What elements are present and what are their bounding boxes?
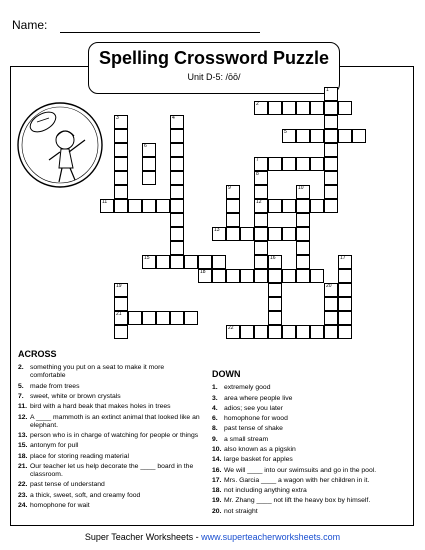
grid-cell[interactable] — [142, 311, 156, 325]
grid-cell[interactable] — [114, 129, 128, 143]
across-clue — [18, 463, 200, 479]
grid-cell[interactable] — [100, 199, 114, 213]
grid-cell[interactable] — [114, 297, 128, 311]
grid-cell[interactable] — [324, 143, 338, 157]
grid-cell[interactable] — [114, 325, 128, 339]
grid-cell[interactable] — [156, 255, 170, 269]
grid-cell[interactable] — [296, 227, 310, 241]
clue-text: something you put on a seat to make it more comfortable — [30, 364, 165, 380]
down-clue — [212, 508, 417, 516]
grid-cell[interactable] — [268, 227, 282, 241]
grid-cell[interactable] — [212, 269, 226, 283]
grid-cell[interactable] — [282, 101, 296, 115]
grid-cell[interactable] — [254, 213, 268, 227]
clue-text: extremely good — [224, 384, 271, 392]
clue-number: 23. — [18, 491, 28, 499]
grid-cell[interactable] — [212, 227, 226, 241]
grid-cell-number: 22 — [228, 325, 234, 331]
down-clue — [212, 405, 417, 413]
grid-cell[interactable] — [170, 185, 184, 199]
clue-text: A ____ mammoth is an extinct animal that looked like an elephant. — [30, 413, 200, 429]
clue-number: 3. — [212, 394, 218, 402]
grid-cell[interactable] — [268, 311, 282, 325]
across-clue — [18, 403, 200, 411]
grid-cell[interactable] — [226, 227, 240, 241]
grid-cell[interactable] — [296, 255, 310, 269]
grid-cell[interactable] — [142, 171, 156, 185]
grid-cell[interactable] — [324, 87, 338, 101]
clue-number: 15. — [18, 442, 28, 450]
grid-cell-number: 17 — [340, 255, 346, 261]
clue-number: 10. — [212, 445, 222, 453]
down-clue — [212, 415, 417, 423]
unit-subtitle: Unit D-5: /ōō/ — [187, 72, 241, 82]
grid-cell[interactable] — [114, 199, 128, 213]
grid-cell[interactable] — [268, 199, 282, 213]
grid-cell[interactable] — [198, 269, 212, 283]
grid-cell[interactable] — [324, 185, 338, 199]
grid-cell[interactable] — [282, 199, 296, 213]
grid-cell[interactable] — [254, 101, 268, 115]
football-kid-illustration — [15, 100, 105, 190]
grid-cell[interactable] — [142, 255, 156, 269]
grid-cell[interactable] — [170, 241, 184, 255]
footer — [0, 532, 425, 542]
grid-cell[interactable] — [128, 199, 142, 213]
across-clue — [18, 442, 200, 450]
grid-cell[interactable] — [254, 241, 268, 255]
clue-number: 2. — [18, 364, 24, 372]
clue-text: sweet, white or brown crystals — [30, 393, 121, 400]
clue-text: We will ____ into our swimsuits and go in the pool. — [224, 466, 377, 474]
across-clue — [18, 492, 200, 500]
grid-cell[interactable] — [324, 311, 338, 325]
grid-cell-number: 7 — [256, 157, 259, 163]
grid-cell[interactable] — [324, 199, 338, 213]
across-clues — [18, 350, 200, 512]
clue-number: 13. — [18, 432, 28, 440]
grid-cell[interactable] — [240, 227, 254, 241]
grid-cell[interactable] — [114, 115, 128, 129]
grid-cell[interactable] — [114, 283, 128, 297]
grid-cell[interactable] — [254, 157, 268, 171]
grid-cell[interactable] — [324, 297, 338, 311]
grid-cell[interactable] — [324, 325, 338, 339]
grid-cell[interactable] — [226, 269, 240, 283]
clue-text: Our teacher let us help decorate the ____ board in the classroom. — [30, 462, 194, 479]
grid-cell[interactable] — [156, 199, 170, 213]
clue-text: Mr. Zhang ____ not lift the heavy box by himself. — [224, 497, 371, 505]
grid-cell[interactable] — [324, 101, 338, 115]
grid-cell[interactable] — [240, 269, 254, 283]
grid-cell[interactable] — [142, 199, 156, 213]
grid-cell[interactable] — [268, 101, 282, 115]
across-clue — [18, 432, 200, 440]
grid-cell[interactable] — [268, 269, 282, 283]
grid-cell-number: 15 — [144, 255, 150, 261]
grid-cell[interactable] — [338, 283, 352, 297]
clue-text: Mrs. Garcia ____ a wagon with her children in it. — [224, 476, 370, 484]
grid-cell[interactable] — [296, 269, 310, 283]
grid-cell[interactable] — [254, 255, 268, 269]
clue-number: 1. — [212, 384, 218, 392]
grid-cell-number: 12 — [256, 199, 262, 205]
grid-cell[interactable] — [352, 129, 366, 143]
grid-cell[interactable] — [212, 255, 226, 269]
grid-cell[interactable] — [338, 255, 352, 269]
clue-text: past tense of shake — [224, 425, 283, 433]
clue-number: 21. — [18, 462, 28, 470]
across-clue — [18, 502, 200, 510]
clue-text: not straight — [224, 507, 258, 515]
down-clue — [212, 487, 417, 495]
footer-url[interactable]: www.superteacherworksheets.com — [201, 532, 341, 542]
clue-text: homophone for wood — [224, 415, 288, 423]
grid-cell-number: 8 — [256, 171, 259, 177]
grid-cell-number: 6 — [144, 143, 147, 149]
grid-cell[interactable] — [142, 143, 156, 157]
grid-cell[interactable] — [170, 129, 184, 143]
footer-separator: - — [193, 532, 202, 542]
grid-cell[interactable] — [170, 311, 184, 325]
page-title: Spelling Crossword Puzzle — [98, 48, 330, 68]
grid-cell-number: 21 — [116, 311, 122, 317]
down-clue — [212, 477, 417, 485]
clue-number: 20. — [212, 507, 222, 515]
clue-number: 18. — [18, 452, 28, 460]
grid-cell[interactable] — [296, 157, 310, 171]
grid-cell[interactable] — [310, 325, 324, 339]
grid-cell[interactable] — [296, 129, 310, 143]
down-heading: DOWN — [212, 369, 241, 379]
clue-text: bird with a hard beak that makes holes in trees — [30, 403, 171, 411]
grid-cell[interactable] — [324, 129, 338, 143]
clue-number: 7. — [18, 393, 24, 400]
grid-cell[interactable] — [268, 283, 282, 297]
grid-cell-number: 3 — [116, 115, 119, 121]
grid-cell[interactable] — [114, 185, 128, 199]
grid-cell[interactable] — [170, 115, 184, 129]
grid-cell[interactable] — [310, 269, 324, 283]
clue-text: made from trees — [30, 382, 80, 390]
grid-cell[interactable] — [114, 157, 128, 171]
grid-cell[interactable] — [310, 199, 324, 213]
clue-number: 8. — [212, 425, 218, 433]
grid-cell[interactable] — [296, 101, 310, 115]
clue-text: adios; see you later — [224, 404, 283, 412]
grid-cell-number: 19 — [116, 283, 122, 289]
grid-cell[interactable] — [114, 171, 128, 185]
grid-cell[interactable] — [226, 185, 240, 199]
grid-cell[interactable] — [324, 283, 338, 297]
grid-cell-number: 13 — [214, 227, 220, 233]
grid-cell[interactable] — [254, 199, 268, 213]
grid-cell-number: 10 — [298, 185, 304, 191]
down-clues — [212, 370, 417, 518]
clue-number: 9. — [212, 435, 218, 443]
footer-brand: Super Teacher Worksheets — [84, 532, 194, 542]
grid-cell[interactable] — [338, 129, 352, 143]
grid-cell[interactable] — [338, 297, 352, 311]
clue-number: 5. — [18, 382, 24, 390]
grid-cell[interactable] — [310, 101, 324, 115]
down-clue — [212, 497, 417, 505]
clue-text: a small stream — [224, 435, 269, 443]
clue-number: 14. — [212, 456, 222, 464]
clue-number: 16. — [212, 466, 222, 474]
across-clue — [18, 414, 200, 430]
grid-cell[interactable] — [268, 255, 282, 269]
across-heading: ACROSS — [18, 349, 57, 359]
grid-cell[interactable] — [170, 227, 184, 241]
name-line[interactable] — [60, 32, 260, 33]
grid-cell[interactable] — [170, 157, 184, 171]
grid-cell[interactable] — [296, 241, 310, 255]
grid-cell[interactable] — [338, 101, 352, 115]
grid-cell[interactable] — [170, 213, 184, 227]
clue-number: 12. — [18, 413, 28, 421]
grid-cell-number: 2 — [256, 101, 259, 107]
down-clue — [212, 436, 417, 444]
grid-cell[interactable] — [268, 297, 282, 311]
across-clue — [18, 364, 200, 380]
down-clue — [212, 425, 417, 433]
grid-cell[interactable] — [114, 143, 128, 157]
clue-text: place for storing reading material — [30, 452, 129, 460]
down-clue — [212, 446, 417, 454]
grid-cell-number: 5 — [284, 129, 287, 135]
title-box — [88, 42, 340, 94]
grid-cell[interactable] — [254, 269, 268, 283]
grid-cell[interactable] — [254, 227, 268, 241]
grid-cell-number: 1 — [326, 87, 329, 93]
name-label: Name: — [12, 18, 48, 32]
grid-cell[interactable] — [338, 311, 352, 325]
clue-number: 18. — [212, 487, 222, 495]
grid-cell[interactable] — [226, 199, 240, 213]
grid-cell[interactable] — [184, 311, 198, 325]
clue-number: 4. — [212, 404, 218, 412]
clue-text: homophone for wait — [30, 502, 90, 510]
grid-cell[interactable] — [324, 157, 338, 171]
grid-cell[interactable] — [310, 129, 324, 143]
down-clue — [212, 456, 417, 464]
grid-cell[interactable] — [282, 157, 296, 171]
down-clue — [212, 395, 417, 403]
grid-cell[interactable] — [268, 157, 282, 171]
grid-cell-number: 4 — [172, 115, 175, 121]
grid-cell[interactable] — [296, 213, 310, 227]
grid-cell[interactable] — [338, 325, 352, 339]
clue-text: person who is in charge of watching for people or things — [30, 432, 199, 440]
grid-cell[interactable] — [114, 311, 128, 325]
grid-cell[interactable] — [170, 199, 184, 213]
grid-cell[interactable] — [296, 185, 310, 199]
grid-cell[interactable] — [156, 311, 170, 325]
grid-cell[interactable] — [324, 115, 338, 129]
grid-cell[interactable] — [198, 255, 212, 269]
grid-cell-number: 11 — [102, 199, 108, 205]
clue-number: 6. — [212, 415, 218, 423]
grid-cell[interactable] — [254, 185, 268, 199]
clue-text: also known as a pigskin — [224, 445, 296, 453]
grid-cell[interactable] — [170, 143, 184, 157]
clue-text: past tense of understand — [30, 481, 105, 489]
clue-number: 24. — [18, 502, 28, 510]
grid-cell[interactable] — [282, 129, 296, 143]
grid-cell-number: 9 — [228, 185, 231, 191]
grid-cell[interactable] — [170, 255, 184, 269]
grid-cell[interactable] — [226, 213, 240, 227]
grid-cell[interactable] — [268, 325, 282, 339]
grid-cell[interactable] — [128, 311, 142, 325]
clue-text: not including anything extra — [224, 487, 307, 495]
grid-cell[interactable] — [184, 255, 198, 269]
grid-cell[interactable] — [296, 199, 310, 213]
grid-cell[interactable] — [254, 325, 268, 339]
clue-number: 11. — [18, 403, 28, 411]
clue-number: 22. — [18, 481, 28, 489]
clue-text: area where people live — [224, 394, 293, 402]
grid-cell-number: 18 — [200, 269, 206, 275]
grid-cell[interactable] — [338, 269, 352, 283]
across-clue — [18, 393, 200, 401]
across-clue — [18, 453, 200, 461]
across-clue — [18, 383, 200, 391]
clue-text: a thick, sweet, soft, and creamy food — [30, 491, 141, 499]
grid-cell[interactable] — [282, 269, 296, 283]
grid-cell[interactable] — [240, 325, 254, 339]
grid-cell-number: 16 — [270, 255, 276, 261]
clue-number: 19. — [212, 497, 222, 505]
clue-text: large basket for apples — [224, 456, 293, 464]
grid-cell[interactable] — [282, 227, 296, 241]
grid-cell[interactable] — [282, 325, 296, 339]
down-clue — [212, 467, 417, 475]
grid-cell[interactable] — [254, 171, 268, 185]
clue-number: 17. — [212, 476, 222, 484]
down-clue — [212, 384, 417, 392]
grid-cell-number: 20 — [326, 283, 332, 289]
grid-cell[interactable] — [324, 171, 338, 185]
clue-text: antonym for pull — [30, 442, 79, 450]
grid-cell[interactable] — [296, 325, 310, 339]
grid-cell[interactable] — [310, 157, 324, 171]
grid-cell[interactable] — [226, 325, 240, 339]
across-clue — [18, 481, 200, 489]
grid-cell[interactable] — [170, 171, 184, 185]
grid-cell[interactable] — [142, 157, 156, 171]
